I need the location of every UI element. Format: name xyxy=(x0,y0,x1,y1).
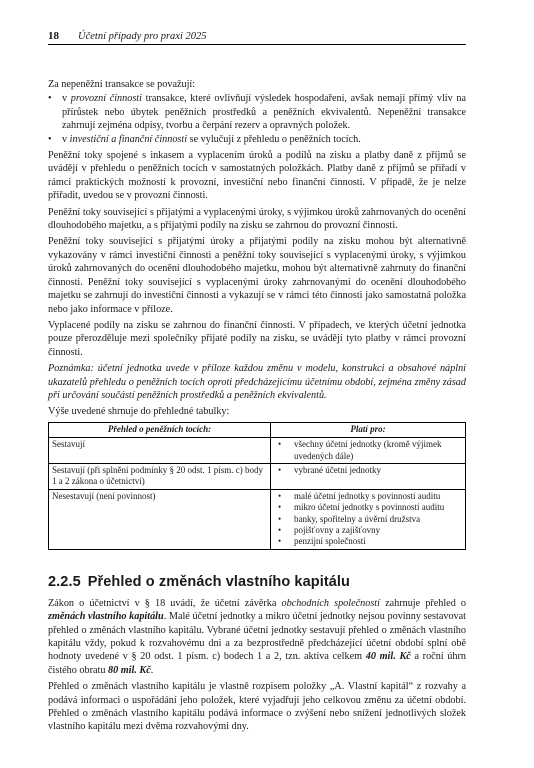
list-item: • v investiční a finanční činnosti se vylučují z přehledu o peněžních tocích. xyxy=(48,133,361,145)
list-item: • mikro účetní jednotky s povinností auditu xyxy=(278,502,445,513)
emphasis: změnách vlastního kapitálu xyxy=(48,611,164,623)
table-row xyxy=(49,438,466,464)
table-header-row xyxy=(49,422,466,437)
table-header: Platí pro: xyxy=(271,422,466,437)
bullet-icon: • xyxy=(278,464,282,475)
table-cell xyxy=(271,463,466,489)
running-header xyxy=(48,30,466,45)
bullet-icon: • xyxy=(48,133,52,145)
section-number: 2.2.5 xyxy=(48,573,81,590)
list-item: • pojišťovny a zajišťovny xyxy=(278,525,381,535)
table-cell xyxy=(271,489,466,549)
emphasis: investiční a finanční činnosti xyxy=(69,133,188,145)
table-cell: Sestavují (při splnění podmínky § 20 odst. 1 písm. c) body 1 a 2 zákona o účetnictví) xyxy=(49,463,271,489)
bullet-icon: • xyxy=(278,490,282,501)
body-paragraph: Vyplacené podíly na zisku se zahrnou do finanční činnosti. V případech, ve kterých účetní jednotka pouze přerozděluje mezi společníky přijaté podíly na zisku, se uvádějí tyto platby v rámci provozní činnosti. xyxy=(48,319,466,358)
emphasis: 40 mil. Kč xyxy=(365,651,411,663)
list-item: • vybrané účetní jednotky xyxy=(278,464,381,475)
list-item: • všechny účetní jednotky (kromě výjimek uvedených dále) xyxy=(278,439,442,461)
emphasis: provozní činnosti xyxy=(70,93,142,105)
body-paragraph: Peněžní toky související s přijatými úroky a přijatými podíly na zisku mohou být alternativně vykazovány v rámci investiční činnosti a peněžní toky související s vyplacenými úroky, s výjimkou úroků zahrnovaných do ocenění dlouhodobého majetku, mohou být alternativně zahrnuty do finanční činnosti. Peněžní toky související s vyplacenými úroky zahrnovanými do ocenění dlouhodobého majetku se zahrnují do investiční činnosti a vykazují se v rámci této činnosti jako samostatná položka nebo jako informace v příloze. xyxy=(48,236,466,315)
summary-table xyxy=(48,422,466,550)
intro-paragraph: Za nepeněžní transakce se považují: xyxy=(48,79,196,90)
note-paragraph: Poznámka: účetní jednotka uvede v příloze každou změnu v modelu, konstrukci a obsahové náplni ukazatelů přehledu o peněžních tocích oproti předcházejícímu účetnímu období, zejména změny zásad při určování součástí peněžních prostředků a peněžních ekvivalentů. xyxy=(48,363,466,401)
emphasis: obchodních společností xyxy=(281,597,380,609)
table-header: Přehled o peněžních tocích: xyxy=(49,422,271,437)
list-item: • v provozní činnosti transakce, které ovlivňují výsledek hospodaření, avšak nemají přímý vliv na přírůstek nebo úbytek peněžních prostředků a peněžních ekvivalentů. Nepeněžní transakce zahrnují zejména odpisy, tvorbu a čerpání rezerv a opravných položek. xyxy=(48,93,466,132)
bullet-icon: • xyxy=(278,513,282,524)
emphasis: 80 mil. Kč xyxy=(107,664,151,676)
table-row xyxy=(49,489,466,549)
list-item: • banky, spořitelny a úvěrní družstva xyxy=(278,513,421,524)
body-paragraph: Peněžní toky související s přijatými a vyplacenými úroky, s výjimkou úroků zahrnovaných do ocenění dlouhodobého majetku, a s přijatými podíly na zisku se zahrnou do provozní činnosti. xyxy=(48,206,466,232)
table-cell xyxy=(271,438,466,464)
document-page xyxy=(48,30,466,737)
body-paragraph: Zákon o účetnictví v § 18 uvádí, že účetní závěrka obchodních společností zahrnuje přehled o změnách vlastního kapitálu. Malé účetní jednotky a mikro účetní jednotky nejsou povinny sestavovat přehled o změnách vlastního kapitálu. Vybrané účetní jednotky sestavují přehled o změnách vlastního kapitálu vždy, pokud k rozvahovému dni a za bezprostředně předcházející účetní období splní obě hodnoty uvedené v § 20 odst. 1 písm. c) bodech 1 a 2, tzn. aktiva celkem 40 mil. Kč a roční úhrn čistého obratu 80 mil. Kč. xyxy=(48,597,466,676)
bullet-icon: • xyxy=(278,502,282,513)
book-title: Účetní případy pro praxi 2025 xyxy=(78,31,207,42)
table-cell: Nesestavují (není povinnost) xyxy=(49,489,271,549)
table-cell: Sestavují xyxy=(49,438,271,464)
table-row xyxy=(49,463,466,489)
non-cash-list xyxy=(48,92,466,146)
section-title: Přehled o změnách vlastního kapitálu xyxy=(87,573,350,590)
section-heading xyxy=(48,574,466,590)
list-item: • malé účetní jednotky s povinností auditu xyxy=(278,490,441,501)
page-number: 18 xyxy=(48,30,59,42)
bullet-icon: • xyxy=(278,439,282,450)
table-intro: Výše uvedené shrnuje do přehledné tabulky: xyxy=(48,406,230,418)
list-item: • penzijní společnosti xyxy=(278,536,366,547)
body-paragraph: Přehled o změnách vlastního kapitálu je vlastně rozpisem položky „A. Vlastní kapitál“ z rozvahy a podává informaci o uspořádání jeho položek, které vyjadřují jeho celkovou změnu za účetní období. Přehled o změnách vlastního kapitálu podává informace o zvýšení nebo snížení jednotlivých složek vlastního kapitálu mezi dvěma rozvahovými dny. xyxy=(48,681,466,733)
bullet-icon: • xyxy=(278,525,282,535)
bullet-icon: • xyxy=(48,93,52,105)
bullet-icon: • xyxy=(278,536,282,547)
body-paragraph: Peněžní toky spojené s inkasem a vyplacením úroků a podílů na zisku a platby daně z příjmů se uvádějí v přehledu o peněžních tocích v samostatných položkách. Platby daně z příjmů se přiřadí v rámci praktických možností k provozní, investiční nebo finanční činnosti. V případě, že je nelze přiřadit, uvedou se v provozní činnosti. xyxy=(48,150,466,202)
